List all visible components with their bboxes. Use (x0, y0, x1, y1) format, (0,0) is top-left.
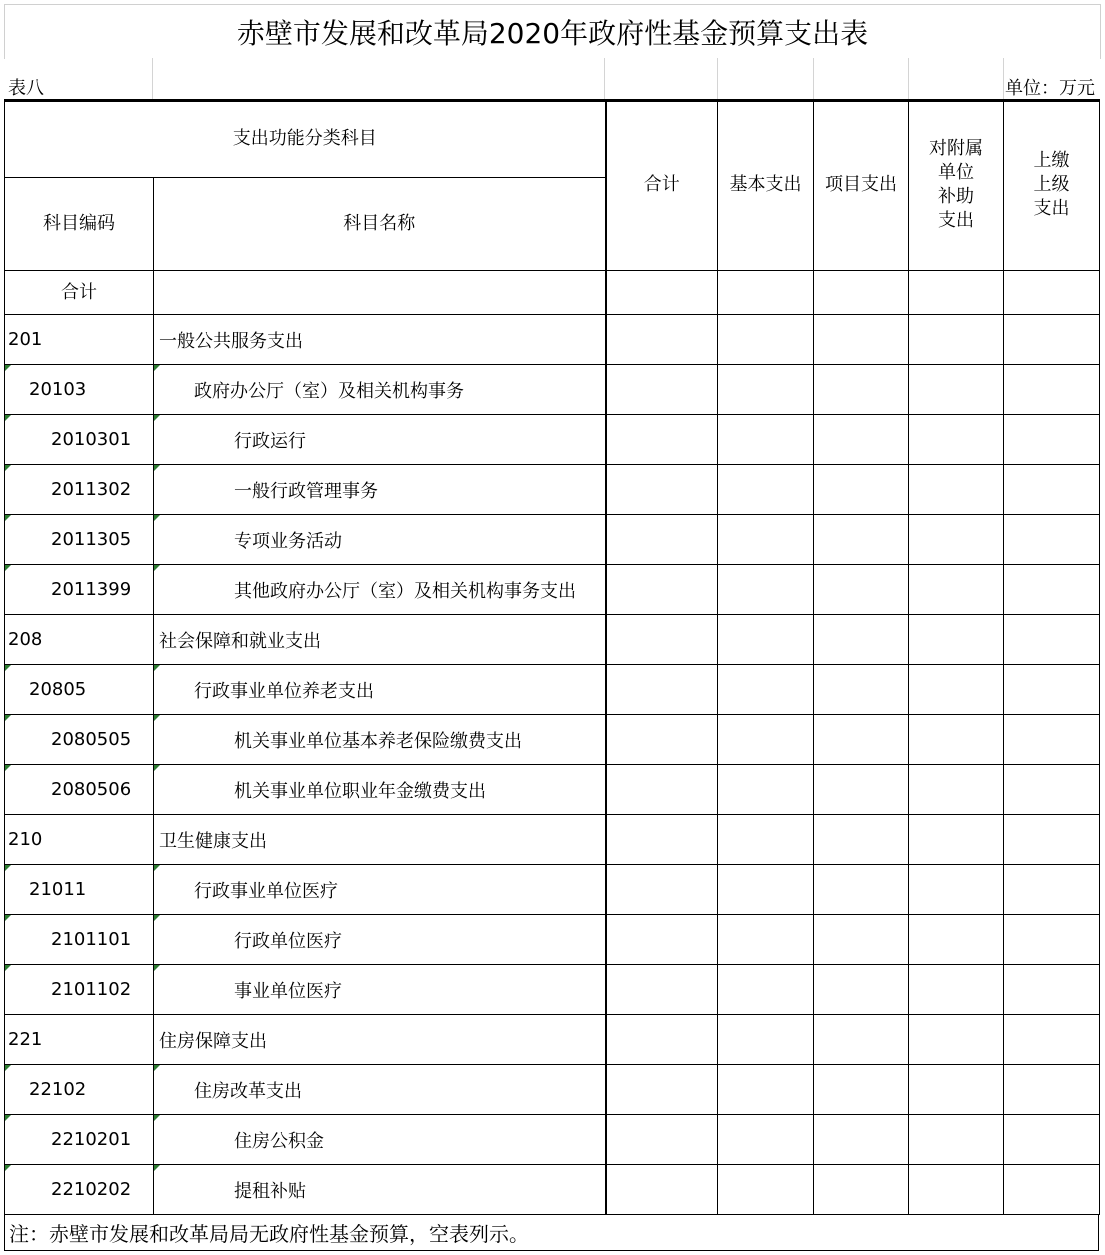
row-name: 政府办公厅（室）及相关机构事务 (154, 365, 606, 415)
value-cell[interactable] (1004, 915, 1100, 965)
value-cell[interactable] (606, 665, 718, 715)
value-cell[interactable] (606, 565, 718, 615)
value-cell[interactable] (606, 865, 718, 915)
table-row (5, 665, 1100, 715)
table-row (5, 615, 1100, 665)
row-code: 201 (5, 315, 154, 365)
value-cell[interactable] (909, 271, 1004, 315)
value-cell[interactable] (606, 1015, 718, 1065)
header-subsidy-line: 支出 (938, 210, 974, 231)
header-subsidy-line: 单位 (938, 162, 974, 183)
value-cell[interactable] (909, 915, 1004, 965)
value-cell[interactable] (1004, 715, 1100, 765)
value-cell[interactable] (909, 615, 1004, 665)
value-cell[interactable] (606, 415, 718, 465)
value-cell[interactable] (909, 765, 1004, 815)
value-cell[interactable] (909, 515, 1004, 565)
table-row (5, 715, 1100, 765)
row-code: 21011 (5, 865, 154, 915)
row-code: 2080505 (5, 715, 154, 765)
row-code: 20103 (5, 365, 154, 415)
row-code: 2011302 (5, 465, 154, 515)
value-cell[interactable] (606, 365, 718, 415)
value-cell[interactable] (606, 765, 718, 815)
value-cell[interactable] (1004, 865, 1100, 915)
row-name: 提租补贴 (154, 1165, 606, 1215)
table-row (5, 1015, 1100, 1065)
value-cell[interactable] (718, 765, 814, 815)
value-cell[interactable] (1004, 1065, 1100, 1115)
value-cell[interactable] (814, 915, 909, 965)
row-code: 20805 (5, 665, 154, 715)
row-code: 2080506 (5, 765, 154, 815)
value-cell[interactable] (1004, 565, 1100, 615)
row-name: 行政事业单位医疗 (154, 865, 606, 915)
value-cell[interactable] (718, 965, 814, 1015)
value-cell[interactable] (718, 565, 814, 615)
table-row (5, 915, 1100, 965)
value-cell[interactable] (814, 865, 909, 915)
footnote: 注：赤壁市发展和改革局局无政府性基金预算，空表列示。 (4, 1215, 1099, 1251)
row-name: 住房保障支出 (154, 1015, 606, 1065)
value-cell[interactable] (814, 665, 909, 715)
row-name: 行政事业单位养老支出 (154, 665, 606, 715)
value-cell[interactable] (1004, 965, 1100, 1015)
value-cell[interactable] (814, 415, 909, 465)
value-cell[interactable] (909, 965, 1004, 1015)
value-cell[interactable] (814, 271, 909, 315)
subtitle-row (4, 58, 1099, 102)
value-cell[interactable] (1004, 415, 1100, 465)
value-cell[interactable] (814, 365, 909, 415)
value-cell[interactable] (1004, 271, 1100, 315)
value-cell[interactable] (718, 465, 814, 515)
header-subsidy-line: 补助 (938, 186, 974, 207)
value-cell[interactable] (909, 665, 1004, 715)
value-cell[interactable] (814, 815, 909, 865)
value-cell[interactable] (606, 1115, 718, 1165)
value-cell[interactable] (909, 815, 1004, 865)
row-name: 住房公积金 (154, 1115, 606, 1165)
row-code: 210 (5, 815, 154, 865)
value-cell[interactable] (1004, 315, 1100, 365)
value-cell[interactable] (814, 515, 909, 565)
value-cell[interactable] (718, 1065, 814, 1115)
total-row (5, 271, 1100, 315)
value-cell[interactable] (814, 765, 909, 815)
table-number: 表八 (8, 78, 44, 99)
row-name: 行政运行 (154, 415, 606, 465)
header-subsidy (909, 100, 1004, 271)
value-cell[interactable] (1004, 815, 1100, 865)
table-row (5, 1115, 1100, 1165)
row-name: 其他政府办公厅（室）及相关机构事务支出 (154, 565, 606, 615)
table-row (5, 315, 1100, 365)
value-cell[interactable] (909, 365, 1004, 415)
value-cell[interactable] (909, 415, 1004, 465)
table-row (5, 465, 1100, 515)
header-total: 合计 (606, 100, 718, 271)
row-code: 2210201 (5, 1115, 154, 1165)
table-row (5, 815, 1100, 865)
header-remit (1004, 100, 1100, 271)
header-name: 科目名称 (154, 178, 606, 271)
value-cell[interactable] (814, 465, 909, 515)
value-cell[interactable] (909, 715, 1004, 765)
value-cell[interactable] (814, 615, 909, 665)
value-cell[interactable] (814, 1065, 909, 1115)
row-name: 机关事业单位基本养老保险缴费支出 (154, 715, 606, 765)
value-cell[interactable] (1004, 765, 1100, 815)
header-code: 科目编码 (5, 178, 154, 271)
value-cell[interactable] (814, 1115, 909, 1165)
value-cell[interactable] (718, 865, 814, 915)
value-cell[interactable] (909, 465, 1004, 515)
value-cell[interactable] (814, 1165, 909, 1215)
value-cell[interactable] (909, 1065, 1004, 1115)
value-cell[interactable] (814, 565, 909, 615)
value-cell[interactable] (1004, 1165, 1100, 1215)
row-code: 22102 (5, 1065, 154, 1115)
table-row (5, 365, 1100, 415)
row-name: 行政单位医疗 (154, 915, 606, 965)
header-project: 项目支出 (814, 100, 909, 271)
row-code: 2010301 (5, 415, 154, 465)
value-cell[interactable] (814, 965, 909, 1015)
value-cell[interactable] (606, 271, 718, 315)
value-cell[interactable] (718, 665, 814, 715)
value-cell[interactable] (718, 315, 814, 365)
value-cell[interactable] (718, 271, 814, 315)
row-name: 卫生健康支出 (154, 815, 606, 865)
value-cell[interactable] (909, 865, 1004, 915)
header-subsidy-line: 对附属 (929, 138, 983, 159)
header-remit-line: 上级 (1033, 174, 1070, 195)
total-name-cell (154, 271, 606, 315)
value-cell[interactable] (909, 1165, 1004, 1215)
value-cell[interactable] (909, 565, 1004, 615)
table-row (5, 1065, 1100, 1115)
header-category: 支出功能分类科目 (5, 100, 606, 178)
value-cell[interactable] (1004, 465, 1100, 515)
row-code: 221 (5, 1015, 154, 1065)
value-cell[interactable] (1004, 1115, 1100, 1165)
row-code: 2011399 (5, 565, 154, 615)
value-cell[interactable] (606, 915, 718, 965)
table-row (5, 765, 1100, 815)
value-cell[interactable] (1004, 1015, 1100, 1065)
row-name: 专项业务活动 (154, 515, 606, 565)
header-remit-line: 支出 (1033, 198, 1070, 219)
value-cell[interactable] (814, 315, 909, 365)
row-name: 事业单位医疗 (154, 965, 606, 1015)
value-cell[interactable] (606, 1065, 718, 1115)
value-cell[interactable] (1004, 615, 1100, 665)
header-remit-line: 上缴 (1033, 150, 1070, 171)
row-code: 2101101 (5, 915, 154, 965)
table-row (5, 865, 1100, 915)
table-row (5, 965, 1100, 1015)
header-basic: 基本支出 (718, 100, 814, 271)
value-cell[interactable] (814, 715, 909, 765)
row-name: 机关事业单位职业年金缴费支出 (154, 765, 606, 815)
row-code: 2011305 (5, 515, 154, 565)
table-row (5, 1165, 1100, 1215)
row-code: 208 (5, 615, 154, 665)
value-cell[interactable] (718, 1165, 814, 1215)
value-cell[interactable] (606, 615, 718, 665)
value-cell[interactable] (909, 1115, 1004, 1165)
budget-table (4, 99, 1100, 1215)
value-cell[interactable] (718, 715, 814, 765)
value-cell[interactable] (814, 1015, 909, 1065)
value-cell[interactable] (1004, 365, 1100, 415)
value-cell[interactable] (606, 965, 718, 1015)
value-cell[interactable] (718, 1115, 814, 1165)
row-name: 社会保障和就业支出 (154, 615, 606, 665)
value-cell[interactable] (606, 815, 718, 865)
row-name: 一般公共服务支出 (154, 315, 606, 365)
row-code: 2101102 (5, 965, 154, 1015)
value-cell[interactable] (1004, 665, 1100, 715)
value-cell[interactable] (718, 815, 814, 865)
value-cell[interactable] (606, 515, 718, 565)
value-cell[interactable] (606, 465, 718, 515)
value-cell[interactable] (909, 315, 1004, 365)
table-row (5, 515, 1100, 565)
page-title: 赤壁市发展和改革局2020年政府性基金预算支出表 (4, 4, 1101, 59)
table-row (5, 565, 1100, 615)
table-row (5, 415, 1100, 465)
total-label: 合计 (5, 271, 154, 315)
unit-label: 单位：万元 (1005, 78, 1095, 99)
value-cell[interactable] (606, 715, 718, 765)
value-cell[interactable] (718, 915, 814, 965)
value-cell[interactable] (1004, 515, 1100, 565)
value-cell[interactable] (718, 365, 814, 415)
value-cell[interactable] (718, 1015, 814, 1065)
row-name: 住房改革支出 (154, 1065, 606, 1115)
value-cell[interactable] (718, 515, 814, 565)
row-code: 2210202 (5, 1165, 154, 1215)
value-cell[interactable] (909, 1015, 1004, 1065)
value-cell[interactable] (606, 1165, 718, 1215)
row-name: 一般行政管理事务 (154, 465, 606, 515)
value-cell[interactable] (718, 615, 814, 665)
value-cell[interactable] (606, 315, 718, 365)
value-cell[interactable] (718, 415, 814, 465)
